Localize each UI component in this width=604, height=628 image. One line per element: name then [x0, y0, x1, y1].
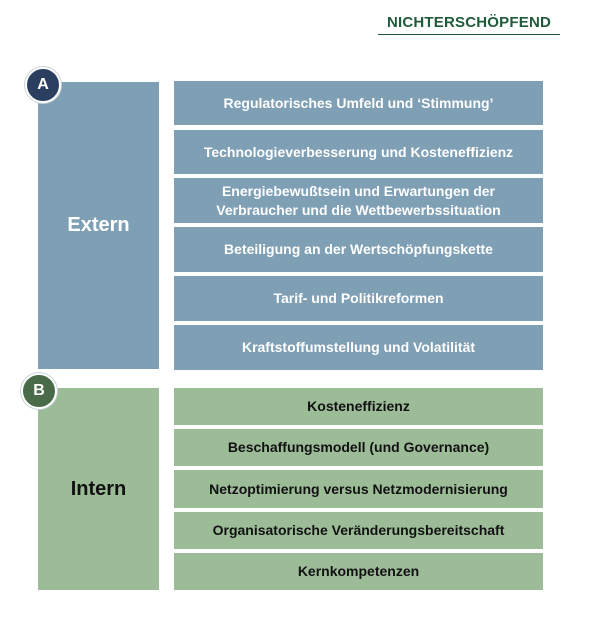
internal-item-grid-optimization: Netzoptimierung versus Netzmodernisierung	[174, 470, 543, 508]
internal-item-change-readiness: Organisatorische Veränderungsbereitschaft	[174, 512, 543, 549]
external-group-label: Extern	[38, 82, 159, 369]
non-exhaustive-title: NICHTERSCHÖPFEND	[378, 14, 560, 35]
external-item-technology: Technologieverbesserung und Kosteneffizienz	[174, 130, 543, 174]
external-item-fuel-switch: Kraftstoffumstellung und Volatilität	[174, 325, 543, 370]
internal-item-cost-efficiency: Kosteneffizienz	[174, 388, 543, 425]
external-item-tariff-reform: Tarif- und Politikreformen	[174, 276, 543, 321]
external-item-energy-awareness: Energiebewußtsein und Erwartungen der Verbraucher und die Wettbewerbssituation	[174, 178, 543, 223]
internal-group-badge: B	[21, 373, 57, 409]
external-item-value-chain: Beteiligung an der Wertschöpfungskette	[174, 227, 543, 272]
external-item-regulatory: Regulatorisches Umfeld und ‘Stimmung’	[174, 81, 543, 125]
external-group-badge: A	[25, 67, 61, 103]
internal-item-core-competencies: Kernkompetenzen	[174, 553, 543, 590]
internal-item-procurement: Beschaffungsmodell (und Governance)	[174, 429, 543, 466]
internal-group-label: Intern	[38, 388, 159, 590]
